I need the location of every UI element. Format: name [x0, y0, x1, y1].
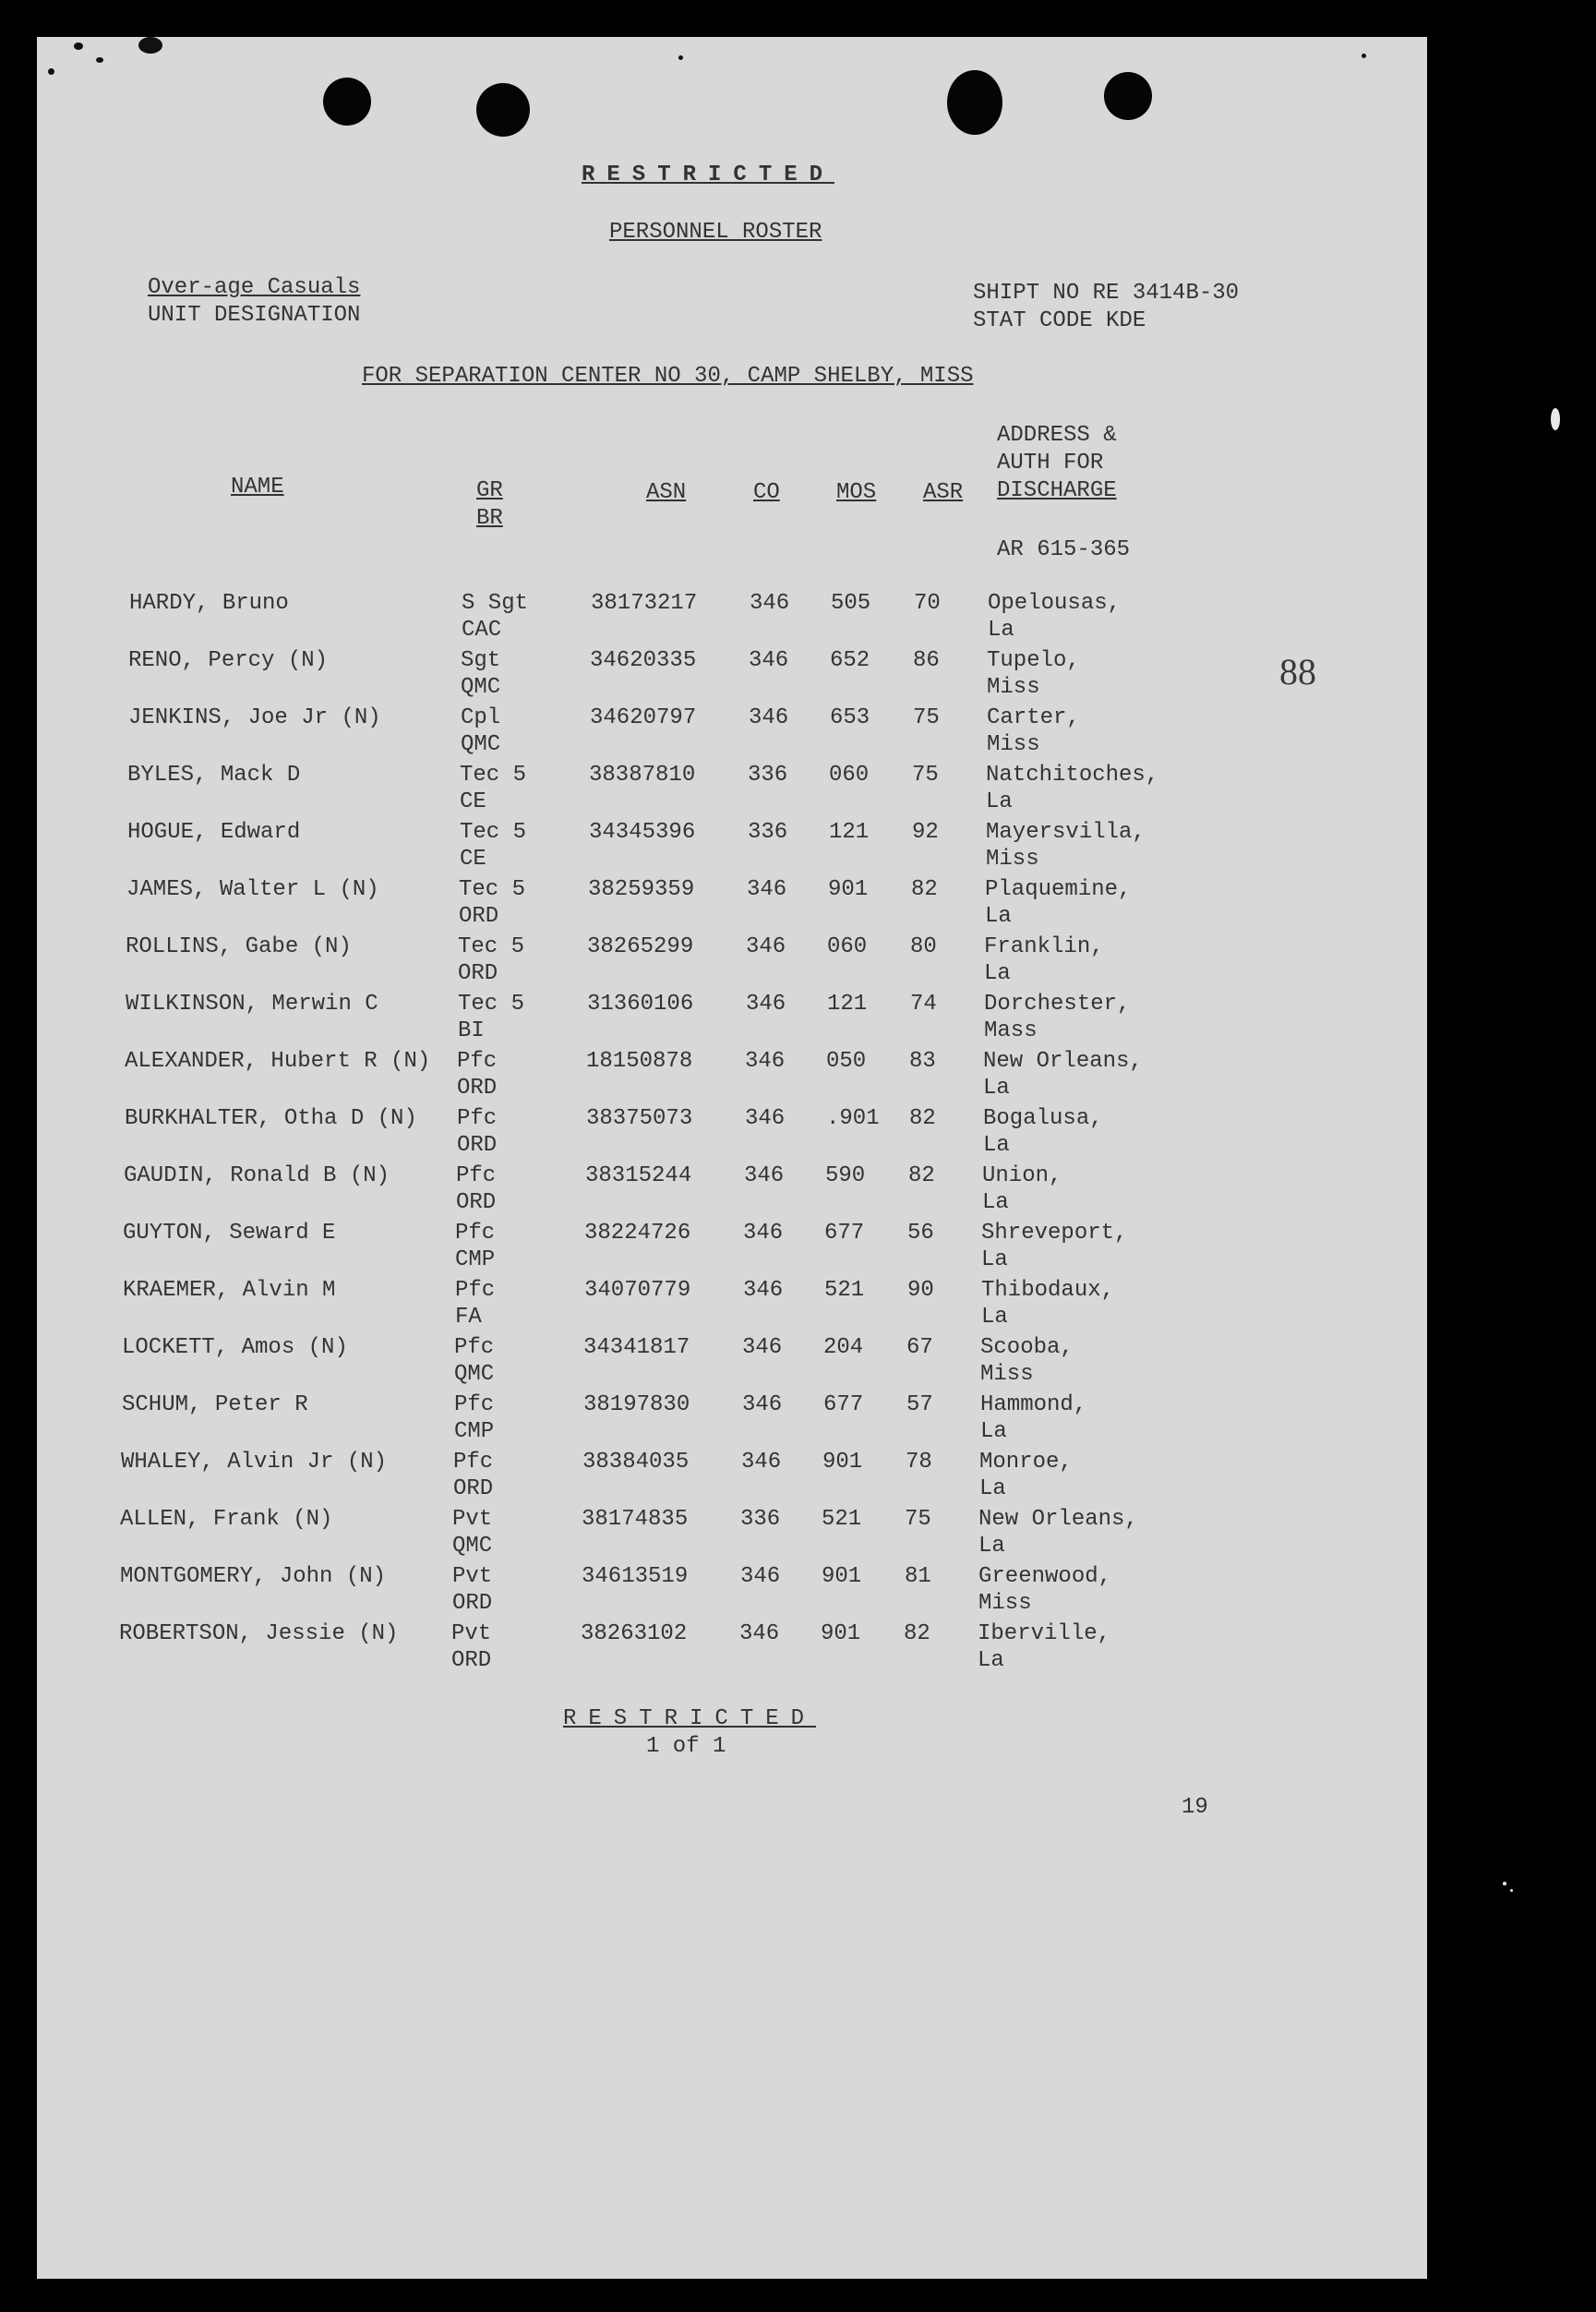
scan-speck [96, 57, 103, 63]
roster-name: GUYTON, Seward E [123, 1221, 336, 1246]
roster-asr: 75 [912, 763, 939, 788]
scan-speck [1362, 54, 1366, 58]
roster-name: MONTGOMERY, John (N) [120, 1564, 387, 1589]
roster-name: RENO, Percy (N) [128, 648, 329, 673]
roster-branch: ORD [456, 1190, 497, 1215]
roster-mos: 121 [829, 820, 870, 845]
roster-mos: 505 [831, 591, 871, 616]
roster-asr: 82 [904, 1621, 930, 1646]
roster-mos: 677 [824, 1221, 865, 1246]
roster-company: 346 [739, 1621, 780, 1646]
roster-address-city: Opelousas, [988, 591, 1122, 616]
roster-address-state: Miss [987, 732, 1040, 757]
roster-mos: 901 [821, 1621, 861, 1646]
roster-row [28, 1562, 1418, 1620]
roster-row [33, 990, 1423, 1047]
roster-name: HOGUE, Edward [127, 820, 301, 845]
roster-name: ROLLINS, Gabe (N) [126, 934, 352, 959]
roster-grade: S Sgt [462, 591, 529, 616]
roster-row [32, 1047, 1422, 1104]
page-of: 1 of 1 [646, 1734, 726, 1759]
roster-address-state: La [983, 1133, 1010, 1158]
roster-grade: Tec 5 [460, 763, 527, 788]
roster-asr: 86 [913, 648, 940, 673]
roster-grade: Pfc [453, 1450, 494, 1475]
roster-mos: 901 [822, 1564, 862, 1589]
roster-mos: 652 [830, 648, 870, 673]
roster-branch: FA [455, 1305, 482, 1330]
roster-asn: 38174835 [582, 1507, 689, 1532]
column-header-asn: ASN [646, 480, 687, 505]
roster-grade: Pfc [457, 1106, 498, 1131]
roster-asr: 74 [910, 992, 937, 1017]
roster-row [35, 761, 1425, 818]
roster-company: 346 [746, 992, 786, 1017]
roster-company: 346 [743, 1221, 784, 1246]
roster-address-state: Mass [984, 1018, 1038, 1043]
roster-row [35, 818, 1425, 875]
roster-asn: 38224726 [584, 1221, 691, 1246]
roster-company: 346 [749, 705, 789, 730]
roster-asr: 82 [909, 1106, 936, 1131]
roster-address-city: Dorchester, [984, 992, 1131, 1017]
roster-asr: 70 [914, 591, 941, 616]
roster-address-state: La [985, 904, 1012, 929]
roster-asr: 75 [913, 705, 940, 730]
roster-asn: 38375073 [586, 1106, 693, 1131]
column-header-gr: GR [476, 478, 503, 503]
roster-company: 346 [742, 1392, 783, 1417]
roster-row [33, 933, 1423, 990]
roster-asn: 38197830 [583, 1392, 690, 1417]
roster-grade: Pvt [452, 1507, 493, 1532]
roster-company: 346 [745, 1106, 786, 1131]
roster-address-state: La [986, 789, 1013, 814]
roster-asr: 56 [907, 1221, 934, 1246]
roster-mos: 521 [822, 1507, 862, 1532]
roster-address-state: Miss [987, 675, 1040, 700]
roster-grade: Pvt [451, 1621, 492, 1646]
roster-company: 346 [744, 1163, 785, 1188]
roster-branch: CE [460, 847, 486, 872]
roster-row [27, 1620, 1417, 1677]
roster-mos: 677 [823, 1392, 864, 1417]
roster-branch: CMP [454, 1419, 495, 1444]
scan-speck [1551, 408, 1560, 430]
roster-address-city: Carter, [987, 705, 1080, 730]
roster-asr: 92 [912, 820, 939, 845]
roster-address-state: La [981, 1247, 1008, 1272]
roster-row [37, 589, 1427, 646]
roster-company: 346 [741, 1450, 782, 1475]
roster-mos: 060 [827, 934, 868, 959]
roster-name: WILKINSON, Merwin C [126, 992, 378, 1017]
roster-company: 346 [747, 877, 787, 902]
roster-company: 346 [750, 591, 790, 616]
roster-row [30, 1276, 1421, 1333]
roster-name: GAUDIN, Ronald B (N) [124, 1163, 390, 1188]
roster-company: 346 [742, 1335, 783, 1360]
roster-asn: 34070779 [584, 1278, 691, 1303]
roster-grade: Tec 5 [459, 877, 526, 902]
roster-address-city: Monroe, [979, 1450, 1073, 1475]
roster-address-city: Iberville, [978, 1621, 1111, 1646]
destination: FOR SEPARATION CENTER NO 30, CAMP SHELBY, MISS [362, 364, 974, 389]
column-header-address-line3: DISCHARGE [997, 478, 1117, 503]
classification-top: RESTRICTED [582, 163, 835, 187]
roster-asn: 34341817 [583, 1335, 690, 1360]
column-header-address-line1: ADDRESS & [997, 423, 1117, 448]
stat-code: STAT CODE KDE [973, 308, 1146, 333]
roster-address-state: Miss [978, 1591, 1032, 1616]
roster-grade: Pfc [455, 1221, 496, 1246]
roster-mos: 901 [822, 1450, 863, 1475]
roster-mos: 121 [827, 992, 868, 1017]
scan-speck [1510, 1889, 1513, 1892]
roster-name: WHALEY, Alvin Jr (N) [121, 1450, 388, 1475]
roster-asn: 34345396 [589, 820, 696, 845]
roster-asr: 83 [909, 1049, 936, 1074]
roster-address-city: Mayersvilla, [986, 820, 1146, 845]
roster-asn: 38263102 [581, 1621, 688, 1646]
roster-mos: 060 [829, 763, 870, 788]
roster-asn: 18150878 [586, 1049, 693, 1074]
roster-name: LOCKETT, Amos (N) [122, 1335, 348, 1360]
roster-row [32, 1104, 1422, 1162]
roster-address-state: Miss [980, 1362, 1034, 1387]
classification-bottom: RESTRICTED [563, 1706, 817, 1731]
roster-branch: ORD [459, 904, 499, 929]
roster-company: 346 [743, 1278, 784, 1303]
roster-row [30, 1391, 1420, 1448]
roster-asn: 38384035 [582, 1450, 690, 1475]
roster-grade: Pvt [452, 1564, 493, 1589]
roster-row [36, 646, 1426, 704]
roster-address-city: Plaquemine, [985, 877, 1132, 902]
roster-name: SCHUM, Peter R [122, 1392, 308, 1417]
roster-grade: Tec 5 [460, 820, 527, 845]
roster-company: 346 [749, 648, 789, 673]
roster-asn: 34620797 [590, 705, 697, 730]
column-header-br: BR [476, 506, 503, 531]
roster-branch: CAC [462, 618, 502, 643]
roster-name: ROBERTSON, Jessie (N) [119, 1621, 399, 1646]
roster-address-state: La [978, 1648, 1004, 1673]
roster-asn: 38315244 [585, 1163, 692, 1188]
roster-asr: 82 [908, 1163, 935, 1188]
roster-asr: 57 [906, 1392, 933, 1417]
roster-address-state: La [978, 1534, 1005, 1559]
scan-speck [678, 55, 683, 60]
roster-row [30, 1333, 1420, 1391]
punch-hole [947, 70, 1002, 135]
roster-asn: 38387810 [589, 763, 696, 788]
roster-name: JENKINS, Joe Jr (N) [128, 705, 381, 730]
roster-row [34, 875, 1424, 933]
roster-address-state: La [982, 1190, 1009, 1215]
roster-mos: 590 [825, 1163, 866, 1188]
column-header-mos: MOS [836, 480, 877, 505]
roster-branch: ORD [453, 1476, 494, 1501]
roster-asn: 34613519 [582, 1564, 689, 1589]
page-title: PERSONNEL ROSTER [609, 220, 822, 245]
roster-branch: CMP [455, 1247, 496, 1272]
roster-grade: Pfc [454, 1335, 495, 1360]
roster-address-city: Hammond, [980, 1392, 1087, 1417]
roster-mos: 521 [824, 1278, 865, 1303]
roster-mos: 901 [828, 877, 869, 902]
roster-grade: Cpl [461, 705, 501, 730]
roster-asr: 67 [906, 1335, 933, 1360]
roster-address-state: Miss [986, 847, 1039, 872]
discharge-authority: AR 615-365 [997, 537, 1131, 562]
roster-mos: 653 [830, 705, 870, 730]
roster-grade: Pfc [456, 1163, 497, 1188]
roster-asn: 34620335 [590, 648, 697, 673]
roster-address-state: La [981, 1305, 1008, 1330]
roster-address-city: Shreveport, [981, 1221, 1128, 1246]
roster-name: BURKHALTER, Otha D (N) [125, 1106, 417, 1131]
roster-name: ALLEN, Frank (N) [120, 1507, 333, 1532]
roster-asn: 31360106 [587, 992, 694, 1017]
roster-company: 336 [748, 820, 788, 845]
roster-mos: .901 [826, 1106, 880, 1131]
column-header-address-line2: AUTH FOR [997, 451, 1104, 476]
roster-asn: 38259359 [588, 877, 695, 902]
roster-asr: 82 [911, 877, 938, 902]
roster-mos: 050 [826, 1049, 867, 1074]
roster-asr: 81 [905, 1564, 931, 1589]
roster-branch: ORD [458, 961, 498, 986]
column-header-asr: ASR [923, 480, 964, 505]
page-number: 19 [1182, 1795, 1208, 1820]
roster-address-city: Tupelo, [987, 648, 1080, 673]
roster-address-state: La [983, 1076, 1010, 1101]
roster-address-city: Bogalusa, [983, 1106, 1103, 1131]
roster-branch: ORD [457, 1076, 498, 1101]
unit-name: Over-age Casuals [148, 275, 361, 300]
roster-branch: BI [458, 1018, 485, 1043]
roster-asn: 38173217 [591, 591, 698, 616]
roster-address-state: La [984, 961, 1011, 986]
roster-address-city: Thibodaux, [981, 1278, 1115, 1303]
roster-mos: 204 [823, 1335, 864, 1360]
roster-grade: Tec 5 [458, 934, 525, 959]
roster-grade: Pfc [455, 1278, 496, 1303]
roster-name: BYLES, Mack D [127, 763, 301, 788]
scan-speck [138, 37, 162, 54]
roster-name: KRAEMER, Alvin M [123, 1278, 336, 1303]
roster-branch: QMC [461, 732, 501, 757]
roster-branch: CE [460, 789, 486, 814]
roster-grade: Tec 5 [458, 992, 525, 1017]
scan-speck [74, 42, 83, 50]
roster-address-state: La [979, 1476, 1006, 1501]
punch-hole [476, 83, 530, 137]
roster-branch: QMC [454, 1362, 495, 1387]
roster-grade: Pfc [454, 1392, 495, 1417]
roster-address-state: La [980, 1419, 1007, 1444]
roster-company: 346 [740, 1564, 781, 1589]
roster-address-state: La [988, 618, 1014, 643]
roster-asr: 78 [906, 1450, 932, 1475]
roster-branch: QMC [461, 675, 501, 700]
roster-name: HARDY, Bruno [129, 591, 289, 616]
roster-address-city: Natchitoches, [986, 763, 1159, 788]
column-header-co: CO [753, 480, 780, 505]
roster-row [29, 1448, 1419, 1505]
roster-asr: 75 [905, 1507, 931, 1532]
punch-hole [323, 78, 371, 126]
roster-address-city: Scooba, [980, 1335, 1074, 1360]
unit-designation-label: UNIT DESIGNATION [148, 303, 361, 328]
roster-company: 346 [745, 1049, 786, 1074]
roster-address-city: Franklin, [984, 934, 1104, 959]
roster-address-city: Greenwood, [978, 1564, 1112, 1589]
roster-asr: 80 [910, 934, 937, 959]
roster-grade: Sgt [461, 648, 501, 673]
roster-name: JAMES, Walter L (N) [126, 877, 379, 902]
roster-address-city: New Orleans, [983, 1049, 1143, 1074]
roster-row [31, 1162, 1422, 1219]
roster-asr: 90 [907, 1278, 934, 1303]
roster-company: 336 [740, 1507, 781, 1532]
roster-branch: QMC [452, 1534, 493, 1559]
roster-asn: 38265299 [587, 934, 694, 959]
roster-company: 346 [746, 934, 786, 959]
shipment-number: SHIPT NO RE 3414B-30 [973, 281, 1240, 306]
document-page [37, 37, 1427, 2279]
roster-row [36, 704, 1426, 761]
roster-company: 336 [748, 763, 788, 788]
punch-hole [1104, 72, 1152, 120]
roster-grade: Pfc [457, 1049, 498, 1074]
column-header-name: NAME [231, 475, 284, 500]
roster-branch: ORD [452, 1591, 493, 1616]
scan-speck [1503, 1882, 1506, 1885]
roster-address-city: Union, [982, 1163, 1062, 1188]
roster-address-city: New Orleans, [978, 1507, 1138, 1532]
roster-row [28, 1505, 1418, 1562]
scan-speck [48, 68, 54, 75]
roster-branch: ORD [457, 1133, 498, 1158]
roster-branch: ORD [451, 1648, 492, 1673]
roster-name: ALEXANDER, Hubert R (N) [125, 1049, 431, 1074]
roster-row [30, 1219, 1421, 1276]
margin-number: 88 [1279, 651, 1316, 692]
